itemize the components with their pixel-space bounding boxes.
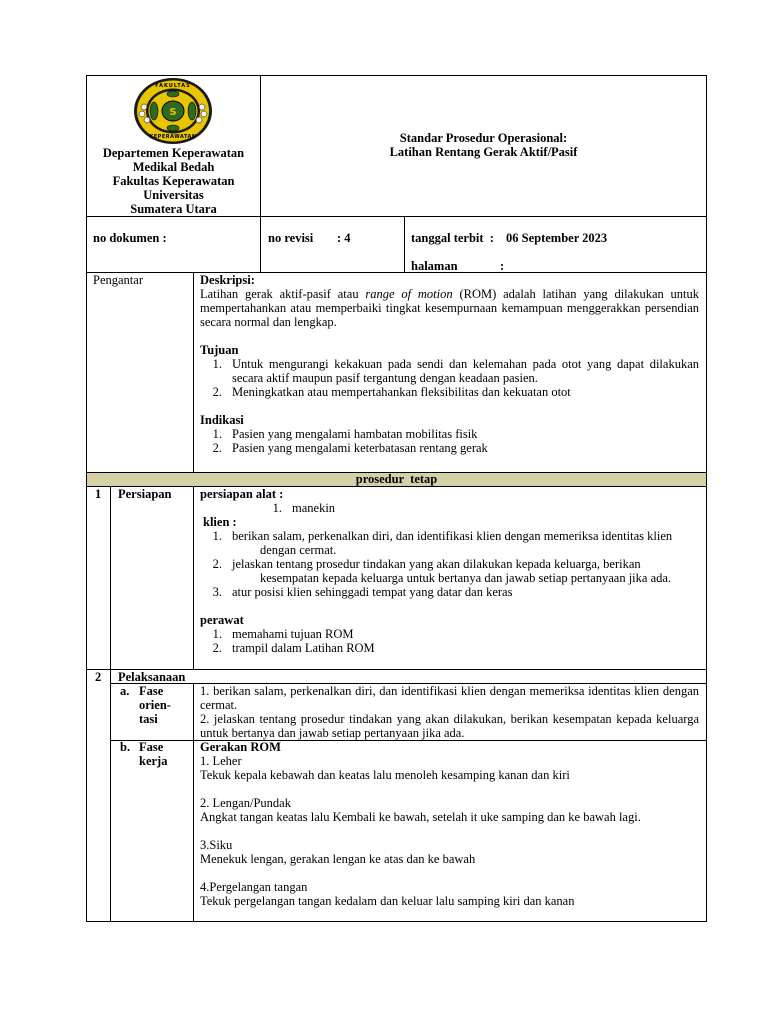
table-border-top	[86, 75, 707, 76]
list-item: 1. memahami tujuan ROM	[212, 627, 354, 641]
fase-orientasi-label: Fase orien- tasi	[139, 684, 171, 726]
step-title: 3.Siku	[200, 838, 233, 852]
no-revisi-label: no revisi	[268, 231, 314, 245]
list-item: 1. manekin	[272, 501, 336, 515]
halaman-label: halaman	[411, 259, 458, 273]
divider	[193, 683, 194, 922]
perawat-heading: perawat	[200, 613, 244, 627]
pengantar-label: Pengantar	[93, 273, 143, 287]
list-item: 2. Pasien yang mengalami keterbatasan rentang gerak	[212, 441, 488, 455]
pelaksanaan-label: Pelaksanaan	[118, 670, 186, 684]
list-item: 2. trampil dalam Latihan ROM	[212, 641, 375, 655]
department-block	[87, 146, 260, 216]
department-line: Departemen Keperawatan	[102, 146, 245, 160]
persiapan-content	[200, 487, 699, 655]
step-title: 4.Pergelangan tangan	[200, 880, 308, 894]
step-title: 2. Lengan/Pundak	[200, 796, 291, 810]
no-revisi-value: : 4	[337, 231, 351, 245]
klien-heading: klien :	[203, 515, 237, 529]
row-number: 1	[95, 487, 102, 501]
tanggal-label: tanggal terbit :	[411, 231, 494, 245]
fase-kerja-label: Fase kerja	[139, 740, 168, 768]
fase-kerja-content	[200, 740, 699, 908]
divider	[193, 486, 194, 669]
fase-orientasi-letter: a.	[120, 684, 130, 698]
divider	[110, 486, 111, 922]
deskripsi-heading: Deskripsi:	[200, 273, 255, 287]
pengantar-content	[200, 273, 699, 455]
halaman-value: :	[500, 259, 505, 273]
list-item: 1. berikan salam, perkenalkan diri, dan identifikasi klien dengan memeriksa identitas klien dengan cermat.	[200, 684, 699, 712]
list-item: 1. Untuk mengurangi kekakuan pada sendi dan kelemahan pada otot yang dapat dilakukan secara aktif maupun pasif tergantung dengan keadaan pasien.	[212, 357, 699, 385]
list-item: 2. jelaskan tentang prosedur tindakan yang akan dilakukan, berikan kesempatan kepada keluarga untuk bertanya dan jawab setiap pertanyaan jika ada.	[200, 712, 699, 740]
divider	[260, 75, 261, 272]
persiapan-label: Persiapan	[118, 487, 172, 501]
list-item: 2. jelaskan tentang prosedur tindakan yang akan dilakukan kepada keluarga, berikan kesempatan kepada keluarga untuk bertanya dan jawab setiap pertanyaan jika ada.	[212, 557, 672, 585]
row-number: 2	[95, 670, 102, 684]
band-label: prosedur tetap	[355, 472, 438, 486]
divider	[193, 272, 194, 472]
alat-heading: persiapan alat :	[200, 487, 284, 501]
list-item: 2. Meningkatkan atau mempertahankan fleksibilitas dan kekuatan otot	[212, 385, 571, 399]
step-desc: Angkat tangan keatas lalu Kembali ke bawah, setelah it uke samping dan ke bawah lagi.	[200, 810, 641, 824]
indikasi-heading: Indikasi	[200, 413, 244, 427]
table-border-right	[706, 75, 707, 922]
list-item: 3. atur posisi klien sehinggadi tempat yang datar dan keras	[212, 585, 513, 599]
list-item: 1. berikan salam, perkenalkan diri, dan identifikasi klien dengan memeriksa identitas klien dengan cermat.	[212, 529, 673, 557]
tujuan-heading: Tujuan	[200, 343, 239, 357]
sop-subtitle: Latihan Rentang Gerak Aktif/Pasif	[389, 145, 578, 159]
step-title: 1. Leher	[200, 754, 242, 768]
logo-bottom-text: KEPERAWATAN	[149, 134, 197, 140]
department-line: Sumatera Utara	[130, 202, 217, 216]
sop-title-block	[261, 131, 706, 159]
step-desc: Menekuk lengan, gerakan lengan ke atas dan ke bawah	[200, 852, 476, 866]
gerakan-heading: Gerakan ROM	[200, 740, 281, 754]
department-line: Universitas	[143, 188, 204, 202]
department-line: Fakultas Keperawatan	[112, 174, 235, 188]
fase-orientasi-content	[200, 684, 699, 740]
divider	[86, 216, 707, 217]
step-desc: Tekuk pergelangan tangan kedalam dan keluar lalu samping kiri dan kanan	[200, 894, 575, 908]
logo-top-text: FAKULTAS	[155, 83, 191, 89]
fase-kerja-letter: b.	[120, 740, 131, 754]
sop-title: Standar Prosedur Operasional:	[399, 131, 568, 145]
table-border-bottom	[86, 921, 707, 922]
tanggal-value: 06 September 2023	[506, 231, 608, 245]
no-dokumen-label: no dokumen :	[93, 231, 167, 245]
deskripsi-text: Latihan gerak aktif-pasif atau range of motion (ROM) adalah latihan yang dilakukan untuk mempertahankan atau memperbaiki tingkat kesempurnaan kemampuan menggerakkan persendian secara normal dan lengkap.	[200, 287, 700, 329]
step-desc: Tekuk kepala kebawah dan keatas lalu menoleh kesamping kanan dan kiri	[200, 768, 570, 782]
faculty-logo	[133, 77, 213, 145]
list-item: 1. Pasien yang mengalami hambatan mobilitas fisik	[212, 427, 478, 441]
divider	[404, 216, 405, 272]
svg-text:S: S	[169, 107, 177, 118]
department-line: Medikal Bedah	[132, 160, 215, 174]
